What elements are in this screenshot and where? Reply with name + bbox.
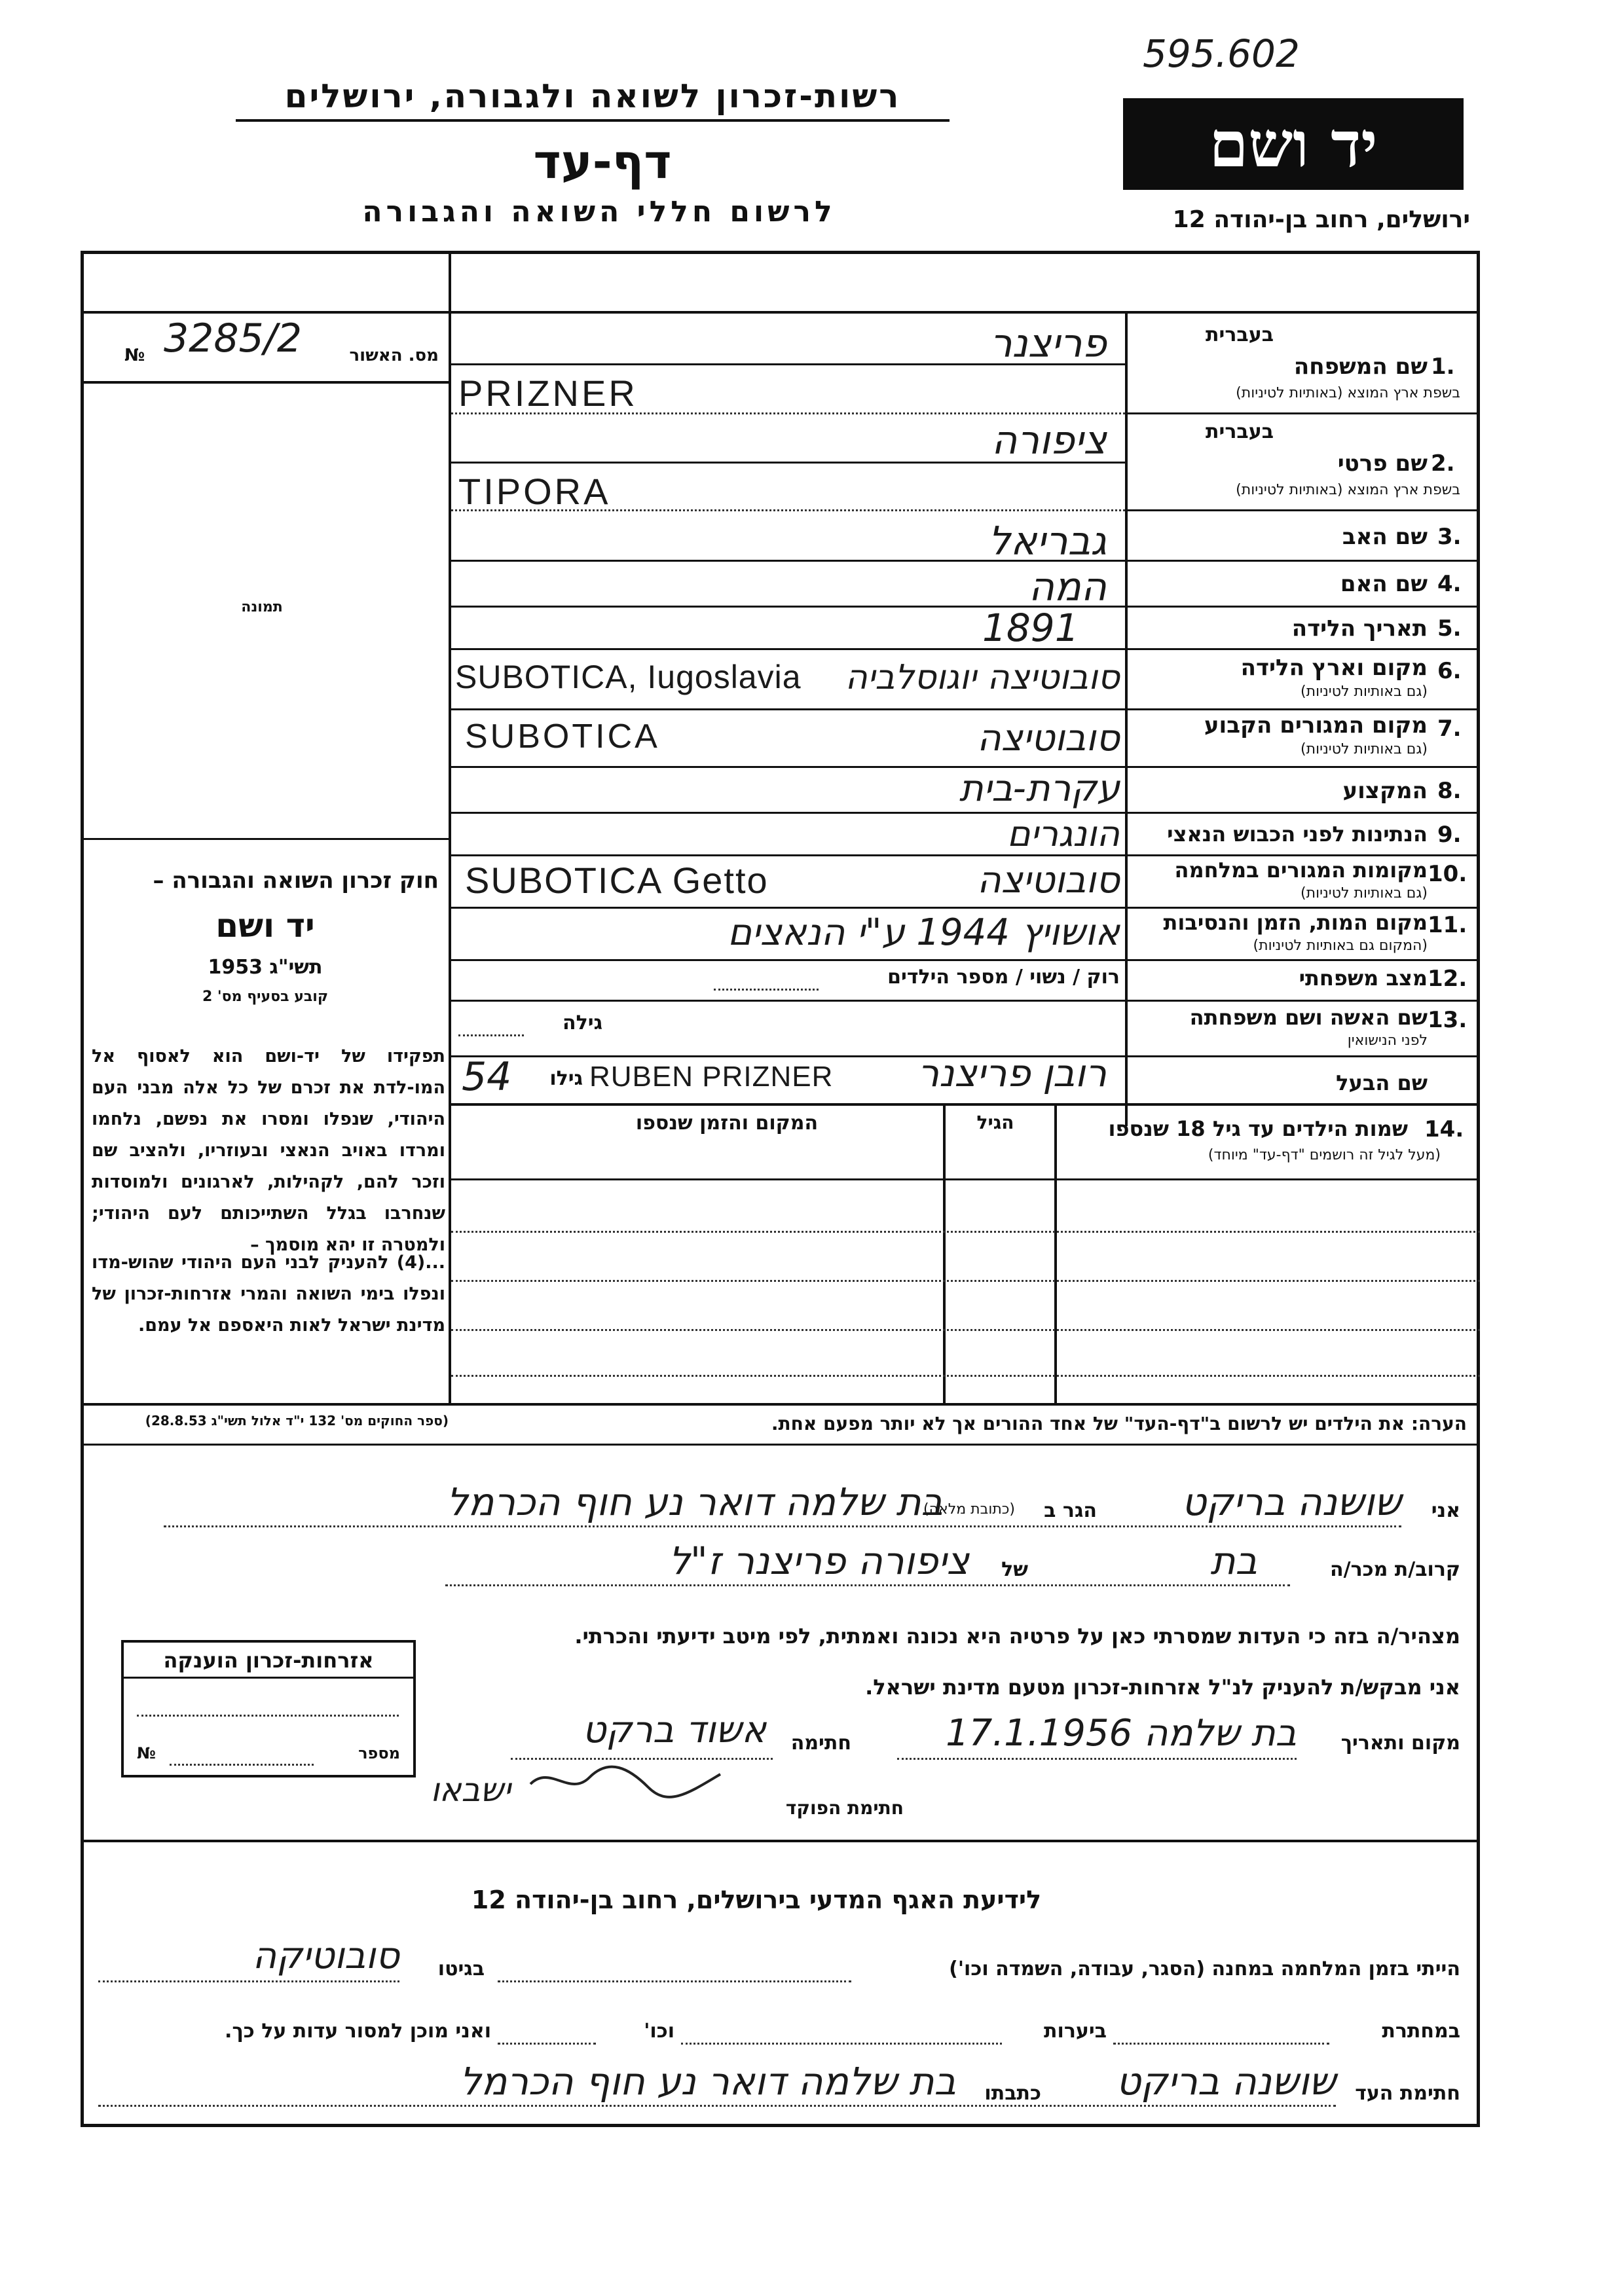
field-5-num: 5. [1437, 615, 1462, 642]
husband-age-label: גילו [549, 1067, 583, 1090]
field-9-label: הנתינות לפני הכבוש הנאצי [1167, 822, 1428, 847]
field-11-num: 11. [1428, 912, 1467, 938]
law-text-2: ...(4) להעניק לבני העם היהודי שהוש-מדו ונפלו בימי השואה והמרי אזרחות-זכרון של מדינת ישראל לאות היאספם אל עמם. [92, 1252, 445, 1336]
birth-place-he: סובוטיצה יוגוסלביה [845, 658, 1120, 697]
marital-options: רוק / נשוי / מספר הילדים [887, 966, 1120, 989]
children-sub: (מעל לגיל זה רושמים "דף-עד" מיוחד) [1208, 1147, 1441, 1163]
field-2-label: שם פרטי [1337, 450, 1428, 477]
declarant-name: שושנה בריקט [1181, 1480, 1401, 1524]
field-3-label: שם האב [1342, 524, 1428, 550]
first-name-he: ציפורה [991, 418, 1107, 464]
first-name-latin: TIPORA [458, 471, 611, 512]
husband-label: שם הבעל [1336, 1070, 1428, 1095]
field-12-label: מצב משפחתי [1299, 966, 1428, 991]
field-13-sub: לפני הנישואין [1347, 1032, 1428, 1049]
law-title: חוק זכרון השואה והגבורה – [153, 867, 439, 894]
wartime-residence-latin: SUBOTICA Getto [465, 860, 769, 901]
field-7-num: 7. [1437, 716, 1462, 742]
footer-witness-sig-value: שושנה בריקט [1116, 2059, 1336, 2104]
footer-forest-label: ביערות [1044, 2020, 1107, 2043]
citizenship-number-label: מספר [358, 1744, 400, 1762]
decl-place-date-label: מקום ותאריך [1340, 1732, 1460, 1755]
residence-he: סובוטיצה [977, 717, 1120, 759]
family-name-he: פריצנר [989, 321, 1107, 367]
law-text: תפקידו של יד-ושם הוא לאסוף אל המו-לדת את זכרם של כל אלה מבני העם היהודי, שנפלו ומסרו את נפשם, נלחמו ומרדו באויב הנאצי ובעוזריו, ולהציב שם וזכר להם, לקהילות, לארגונים ולמוסדות שנחרבו בגלל השתייכותם לעם היהודי; ולמטרה זו יהא מוסמך – [92, 1046, 445, 1255]
law-source: (ספר החוקים מס' 132 י"ד אלול תשי"ג 28.8.53) [145, 1413, 449, 1429]
field-6-label: מקום וארץ הלידה [1240, 655, 1428, 681]
law-clause: קובע בסעיף מס' 2 [202, 989, 329, 1005]
address: ירושלים, רחוב בן-יהודה 12 [1172, 206, 1470, 233]
footer-camp-label: הייתי בזמן המלחמה במחנה (הסגר, עבודה, השמדה וכו') [949, 1958, 1460, 1980]
citizenship-no-mark: № [137, 1744, 156, 1762]
decl-i-label: אני [1431, 1499, 1460, 1522]
field-10-label: מקומות המגורים במלחמה [1174, 858, 1428, 883]
field-9-num: 9. [1437, 822, 1462, 848]
field-2-sub: בשפת ארץ המוצא (באותיות לטיניות) [1236, 482, 1460, 498]
birth-place-latin: SUBOTICA, Iugoslavia [455, 659, 802, 695]
footer-underground-label: במחתרת [1382, 2020, 1460, 2043]
decl-request: אני מבקש/ת להעניק לנ"ל אזרחות-זכרון מטעם מדינת ישראל. [865, 1675, 1460, 1700]
page-title: דף-עד [533, 134, 672, 189]
nationality: הונגרים [1006, 813, 1120, 854]
decl-signature-value: אשוד ברקט [582, 1709, 766, 1751]
field-8-num: 8. [1437, 778, 1462, 804]
page-subtitle: לרשום חללי השואה והגבורה [362, 195, 836, 228]
footer-ghetto-label: בגיטו [437, 1958, 485, 1980]
declarant-address: בת שלמה דואר נע חוף הכרמל [446, 1480, 943, 1524]
decl-address-hint: (כתובת מלאה) [923, 1501, 1015, 1518]
field-4-num: 4. [1437, 571, 1462, 597]
footer-witness-sig-label: חתימת העד [1355, 2082, 1460, 2105]
field-2-lang: בעברית [1206, 420, 1274, 443]
footer-address-label: כתבתו [984, 2082, 1041, 2105]
footer-title: לידיעת האגף המדעי בירושלים, רחוב בן-יהודה 12 [471, 1886, 1042, 1914]
field-2-num: 2. [1431, 450, 1455, 477]
signature-scribble [524, 1761, 733, 1800]
photo-label: תמונה [241, 599, 283, 615]
archive-number: 595.602 [1143, 31, 1300, 76]
decl-place-date-value: בת שלמה 17.1.1956 [946, 1712, 1297, 1755]
note: הערה: את הילדים יש לרשום ב"דף-העד" של אחד ההורים אך לא יותר מפעם אחת. [771, 1413, 1467, 1434]
husband-name-latin: RUBEN PRIZNER [589, 1061, 834, 1093]
wartime-residence-he: סובוטיצה [977, 859, 1120, 902]
citizenship-box-title: אזרחות-זכרון הוענקה [124, 1648, 413, 1679]
field-1-lang: בעברית [1206, 323, 1274, 346]
decl-of-value: ציפורה פריצנר ז"ל [669, 1539, 969, 1583]
yad-vashem-logo: יד ושם [1123, 98, 1464, 190]
field-1-num: 1. [1431, 354, 1455, 380]
field-13-num: 13. [1428, 1007, 1467, 1033]
decl-of-label: של [1001, 1558, 1028, 1581]
decl-resides-label: הגר ב [1044, 1499, 1097, 1522]
authority-name: רשות-זכרון לשואה ולגבורה, ירושלים [284, 77, 901, 115]
field-8-label: המקצוע [1342, 778, 1428, 804]
mother-name: המה [1028, 564, 1107, 610]
field-1-sub: בשפת ארץ המוצא (באותיות לטיניות) [1236, 385, 1460, 401]
field-11-label: מקום המות, הזמן והנסיבות [1163, 910, 1428, 935]
field-7-label: מקום המגורים הקבוע [1204, 712, 1428, 738]
field-13-label: שם האשה ושם משפחתה [1189, 1005, 1428, 1030]
citizenship-box [121, 1640, 416, 1777]
approval-no-mark: № [124, 346, 145, 365]
residence-latin: SUBOTICA [465, 718, 660, 756]
decl-signature-label: חתימה [790, 1732, 851, 1755]
husband-age: 54 [462, 1054, 512, 1100]
field-3-num: 3. [1437, 524, 1462, 550]
field-6-num: 6. [1437, 658, 1462, 684]
field-6-sub: (גם באותיות לטיניות) [1301, 683, 1428, 700]
children-col-place: המקום והזמן שנספו [635, 1112, 819, 1135]
husband-name-he: רובן פריצנר [917, 1051, 1107, 1095]
children-label: שמות הילדים עד גיל 18 שנספו [1108, 1116, 1408, 1141]
children-num: 14. [1424, 1116, 1464, 1142]
family-name-latin: PRIZNER [458, 373, 638, 414]
children-col-age: הגיל [976, 1112, 1014, 1133]
approval-label: מס. האשור [349, 346, 439, 365]
approval-value: 3285/2 [164, 316, 303, 361]
wife-age-label: גילה [563, 1011, 602, 1034]
field-7-sub: (גם באותיות לטיניות) [1301, 741, 1428, 757]
decl-statement: מצהיר/ה בזה כי העדות שמסרתי כאן על פרטיה היא נכונה ואמתית, לפי מיטב ידיעתי והכרתי. [574, 1624, 1460, 1649]
law-name: יד ושם [215, 907, 315, 945]
father-name: גבריאל [988, 519, 1107, 564]
footer-etc-label: וכו' [644, 2020, 674, 2043]
footer-willing-label: ואני מוכן למסור עדות על כך. [225, 2020, 491, 2043]
death-place-time: אושויץ 1944 ע"י הנאצים [728, 911, 1120, 954]
footer-ghetto-value: סובוטיקה [252, 1935, 399, 1977]
field-12-num: 12. [1428, 966, 1467, 992]
field-10-num: 10. [1428, 861, 1467, 887]
occupation: עקרת-בית [959, 767, 1120, 810]
field-10-sub: (גם באותיות לטיניות) [1301, 885, 1428, 902]
decl-official-value: ישבאו [430, 1771, 511, 1809]
law-year: תשי"ג 1953 [208, 956, 323, 979]
field-1-label: שם המשפחה [1293, 354, 1428, 380]
decl-relation-label: קרוב/ת מכר/ה [1330, 1558, 1460, 1581]
birth-date: 1891 [982, 606, 1079, 650]
decl-official-label: חתימת הפוקד [785, 1797, 904, 1819]
footer-address-value: בת שלמה דואר נע חוף הכרמל [459, 2059, 956, 2104]
field-5-label: תאריך הלידה [1291, 615, 1428, 642]
field-11-sub: (המקום גם באותיות לטיניות) [1253, 938, 1428, 954]
decl-relation-value: בת [1210, 1539, 1257, 1583]
field-4-label: שם האם [1340, 571, 1428, 597]
